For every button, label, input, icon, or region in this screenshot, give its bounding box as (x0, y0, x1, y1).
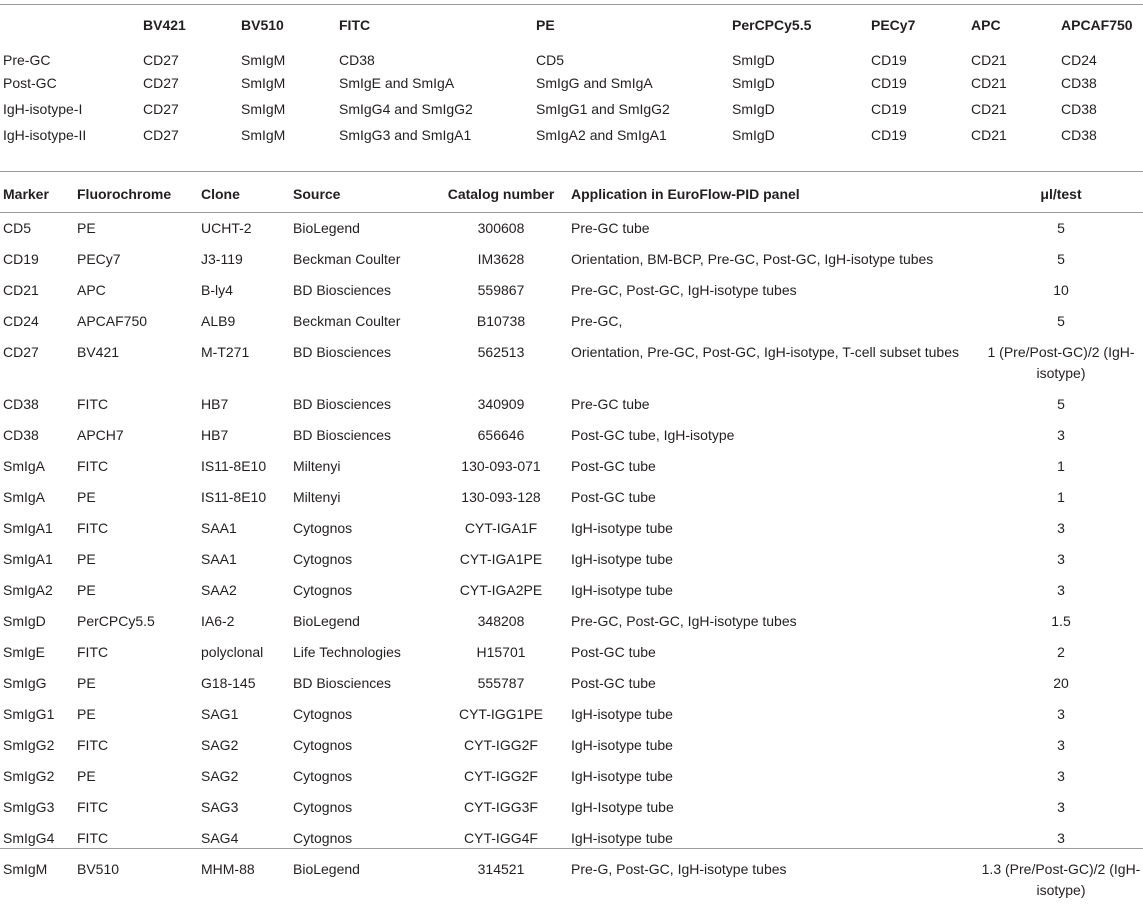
table-row (0, 854, 1143, 906)
table-cell: 3 (1057, 582, 1065, 598)
table-cell: CD38 (1061, 127, 1097, 143)
marker-cell: SmIgG1 (3, 706, 55, 722)
table-cell: SmIgG3 and SmIgA1 (339, 127, 472, 143)
marker-cell: SmIgA1 (3, 520, 53, 536)
table-row (0, 213, 1143, 244)
table-row (0, 668, 1143, 699)
table-cell: APCAF750 (77, 313, 148, 329)
table-cell: Orientation, BM-BCP, Pre-GC, Post-GC, IgH-isotype tubes (571, 251, 934, 267)
table-cell: IgH-isotype tube (571, 551, 673, 567)
table-cell: CD27 (143, 75, 179, 91)
table-cell: SmIgM (241, 52, 286, 68)
table-cell: CD27 (143, 101, 179, 117)
table-cell: 5 (1057, 220, 1065, 236)
table-row (0, 46, 1143, 72)
table-cell: 314521 (477, 861, 525, 877)
table-cell: PE (77, 220, 96, 236)
table-cell: SmIgD (732, 127, 775, 143)
table-cell: 130-093-128 (461, 489, 541, 505)
table-cell: CD19 (871, 101, 907, 117)
table-cell: Pre-GC, Post-GC, IgH-isotype tubes (571, 282, 797, 298)
table-cell: SmIgM (241, 127, 286, 143)
table-cell: 5 (1057, 396, 1065, 412)
table-cell: 1 (1057, 458, 1065, 474)
table-cell: CD5 (536, 52, 565, 68)
column-header: Source (293, 186, 341, 202)
table-row (0, 337, 1143, 389)
table-row (0, 451, 1143, 482)
table-row (0, 544, 1143, 575)
table-cell: IgH-isotype tube (571, 830, 673, 846)
marker-cell: SmIgA1 (3, 551, 53, 567)
table-cell: Cytognos (293, 768, 353, 784)
marker-cell: SmIgA2 (3, 582, 53, 598)
table-cell: 5 (1057, 251, 1065, 267)
table-cell: 656646 (477, 427, 525, 443)
table-cell: SAG2 (201, 737, 239, 753)
table-cell: 559867 (477, 282, 525, 298)
table-cell: SAG4 (201, 830, 239, 846)
table-cell: PE (77, 768, 96, 784)
table-cell: SmIgD (732, 52, 775, 68)
table-cell: CD27 (143, 52, 179, 68)
table-cell: Life Technologies (293, 644, 401, 660)
table-cell: M-T271 (201, 344, 250, 360)
table-cell: 3 (1057, 768, 1065, 784)
marker-cell: SmIgG (3, 675, 47, 691)
table-cell: SmIgG1 and SmIgG2 (536, 101, 670, 117)
table-cell: 340909 (477, 396, 525, 412)
marker-cell: CD5 (3, 220, 32, 236)
column-header (0, 0, 143, 46)
row-label: IgH-isotype-I (3, 101, 83, 117)
table-cell: Cytognos (293, 551, 353, 567)
table-cell: Post-GC tube (571, 458, 656, 474)
table-cell: CD21 (971, 101, 1007, 117)
table-cell: 555787 (477, 675, 525, 691)
column-header: Clone (201, 186, 240, 202)
table-row (0, 275, 1143, 306)
table-cell: 3 (1057, 830, 1065, 846)
table-cell: PE (77, 551, 96, 567)
marker-cell: SmIgG3 (3, 799, 55, 815)
marker-cell: CD38 (3, 396, 39, 412)
table-cell: BD Biosciences (293, 282, 392, 298)
table-cell: CYT-IGG3F (464, 799, 538, 815)
table-cell: CD38 (339, 52, 375, 68)
marker-cell: SmIgE (3, 644, 46, 660)
table-cell: HB7 (201, 427, 229, 443)
table-cell: G18-145 (201, 675, 256, 691)
table-cell: Post-GC tube (571, 675, 656, 691)
table-cell: CD19 (871, 75, 907, 91)
table-cell: Cytognos (293, 799, 353, 815)
table-cell: BioLegend (293, 613, 360, 629)
table-cell: H15701 (476, 644, 526, 660)
table-cell: Beckman Coulter (293, 251, 401, 267)
table-cell: B10738 (476, 313, 526, 329)
table-cell: 5 (1057, 313, 1065, 329)
table-cell: SAG2 (201, 768, 239, 784)
marker-cell: CD21 (3, 282, 39, 298)
column-header: μl/test (1040, 186, 1082, 202)
table-cell: 130-093-071 (461, 458, 541, 474)
table-cell: 3 (1057, 737, 1065, 753)
table-cell: 1.5 (1051, 613, 1071, 629)
table-cell: BioLegend (293, 220, 360, 236)
marker-cell: SmIgG2 (3, 737, 55, 753)
table-row (0, 761, 1143, 792)
table-cell: CYT-IGG1PE (458, 706, 544, 722)
table-cell: CD19 (871, 127, 907, 143)
marker-cell: CD38 (3, 427, 39, 443)
table-cell: SmIgM (241, 101, 286, 117)
table-row (0, 823, 1143, 854)
table-cell: CD21 (971, 75, 1007, 91)
table-cell: 2 (1057, 644, 1065, 660)
table-cell: CYT-IGA1F (464, 520, 538, 536)
table-cell: CD21 (971, 127, 1007, 143)
table-row (0, 699, 1143, 730)
table-cell: 3 (1057, 427, 1065, 443)
table-cell: SmIgM (241, 75, 286, 91)
table-cell: Pre-G, Post-GC, IgH-isotype tubes (571, 861, 787, 877)
table-cell: Cytognos (293, 582, 353, 598)
table-cell: Post-GC tube (571, 644, 656, 660)
table-row (0, 98, 1143, 124)
table-cell: CYT-IGG4F (464, 830, 538, 846)
table-cell: 20 (1053, 675, 1069, 691)
table-cell: CYT-IGA2PE (459, 582, 543, 598)
marker-cell: CD19 (3, 251, 39, 267)
table-cell: BV421 (77, 344, 120, 360)
table-row (0, 513, 1143, 544)
table-cell: IgH-isotype tube (571, 520, 673, 536)
table-cell: SAA2 (201, 582, 237, 598)
table-cell: BV510 (77, 861, 120, 877)
column-header: BV421 (143, 17, 186, 33)
table-cell: IgH-isotype tube (571, 768, 673, 784)
column-header: Fluorochrome (77, 186, 172, 202)
table-row (0, 792, 1143, 823)
table-cell: FITC (77, 644, 109, 660)
table-cell: Orientation, Pre-GC, Post-GC, IgH-isotype, T-cell subset tubes (571, 344, 960, 360)
table-cell: IS11-8E10 (201, 489, 267, 505)
table-cell: CYT-IGA1PE (459, 551, 543, 567)
table-cell: IgH-Isotype tube (571, 799, 674, 815)
column-header: FITC (339, 17, 371, 33)
header-rule (0, 212, 1143, 213)
table-cell: SAA1 (201, 551, 237, 567)
table-cell: SmIgE and SmIgA (339, 75, 455, 91)
table-cell: Cytognos (293, 706, 353, 722)
table-cell: 3 (1057, 706, 1065, 722)
table-cell: PECy7 (77, 251, 121, 267)
table-cell: SmIgA2 and SmIgA1 (536, 127, 667, 143)
column-header: APCAF750 (1061, 17, 1133, 33)
table-cell: MHM-88 (201, 861, 255, 877)
table-cell: CD21 (971, 52, 1007, 68)
section-rule (0, 171, 1143, 172)
table-cell: Cytognos (293, 830, 353, 846)
table-cell: APC (77, 282, 106, 298)
row-label: Pre-GC (3, 52, 51, 68)
table-cell: BD Biosciences (293, 344, 392, 360)
table-cell: Cytognos (293, 737, 353, 753)
table-cell: 1 (1057, 489, 1065, 505)
table-cell: SmIgD (732, 101, 775, 117)
table-cell: CD27 (143, 127, 179, 143)
table-cell: Beckman Coulter (293, 313, 401, 329)
table-row (0, 124, 1143, 150)
table-cell: polyclonal (201, 644, 264, 660)
table-cell: IS11-8E10 (201, 458, 267, 474)
table-cell: PE (77, 582, 96, 598)
tube-table-header (0, 0, 1143, 46)
table-cell: APCH7 (77, 427, 124, 443)
table-cell: CD38 (1061, 101, 1097, 117)
table-cell: 3 (1057, 520, 1065, 536)
column-header: Marker (3, 186, 49, 202)
table-cell: CYT-IGG2F (464, 768, 538, 784)
marker-cell: SmIgA (3, 489, 46, 505)
table-cell: BD Biosciences (293, 396, 392, 412)
table-cell: Post-GC tube, IgH-isotype (571, 427, 735, 443)
table-row (0, 244, 1143, 275)
row-label: IgH-isotype-II (3, 127, 87, 143)
table-cell: FITC (77, 830, 109, 846)
table-cell: 1.3 (Pre/Post-GC)/2 (IgH-isotype) (981, 861, 1141, 898)
table-cell: SAA1 (201, 520, 237, 536)
table-row (0, 306, 1143, 337)
table-cell: SmIgG and SmIgA (536, 75, 653, 91)
table-cell: 348208 (477, 613, 525, 629)
table-cell: SmIgG4 and SmIgG2 (339, 101, 473, 117)
table-cell: Pre-GC tube (571, 396, 650, 412)
table-cell: IgH-isotype tube (571, 737, 673, 753)
table-cell: J3-119 (201, 251, 243, 267)
table-row (0, 72, 1143, 98)
table-cell: SmIgD (732, 75, 775, 91)
table-cell: SAG3 (201, 799, 239, 815)
column-header: BV510 (241, 17, 284, 33)
bottom-rule (0, 848, 1143, 849)
column-header: PECy7 (871, 17, 916, 33)
table-cell: IM3628 (477, 251, 525, 267)
table-cell: UCHT-2 (201, 220, 252, 236)
table-cell: IA6-2 (201, 613, 235, 629)
column-header: Catalog number (447, 186, 555, 202)
table-cell: ALB9 (201, 313, 236, 329)
table-cell: IgH-isotype tube (571, 582, 673, 598)
table-cell: Pre-GC tube (571, 220, 650, 236)
table-cell: BD Biosciences (293, 427, 392, 443)
table-cell: PerCPCy5.5 (77, 613, 155, 629)
marker-cell: SmIgM (3, 861, 48, 877)
table-row (0, 482, 1143, 513)
reagent-table (0, 175, 1143, 906)
table-row (0, 420, 1143, 451)
column-header: PE (536, 17, 555, 33)
table-cell: PE (77, 489, 96, 505)
table-cell: SAG1 (201, 706, 239, 722)
tube-composition-table (0, 0, 1143, 150)
table-cell: 3 (1057, 799, 1065, 815)
table-cell: Post-GC tube (571, 489, 656, 505)
table-cell: CD38 (1061, 75, 1097, 91)
table-cell: FITC (77, 799, 109, 815)
table-cell: 3 (1057, 551, 1065, 567)
reagent-table-header (0, 175, 1143, 213)
column-header: APC (971, 17, 1001, 33)
row-label: Post-GC (3, 75, 57, 91)
table-cell: 300608 (477, 220, 525, 236)
column-header: PerCPCy5.5 (732, 17, 812, 33)
table-row (0, 637, 1143, 668)
marker-cell: CD24 (3, 313, 39, 329)
table-cell: FITC (77, 458, 109, 474)
table-cell: 1 (Pre/Post-GC)/2 (IgH-isotype) (987, 344, 1135, 381)
marker-cell: SmIgG2 (3, 768, 55, 784)
table-cell: IgH-isotype tube (571, 706, 673, 722)
table-cell: 10 (1053, 282, 1069, 298)
table-row (0, 606, 1143, 637)
table-cell: BioLegend (293, 861, 360, 877)
marker-cell: SmIgG4 (3, 830, 55, 846)
table-cell: Pre-GC, (571, 313, 623, 329)
table-cell: PE (77, 675, 96, 691)
table-cell: CYT-IGG2F (464, 737, 538, 753)
table-cell: HB7 (201, 396, 229, 412)
marker-cell: SmIgD (3, 613, 46, 629)
table-row (0, 389, 1143, 420)
table-cell: Miltenyi (293, 489, 341, 505)
table-cell: FITC (77, 737, 109, 753)
table-cell: B-ly4 (201, 282, 233, 298)
table-cell: BD Biosciences (293, 675, 392, 691)
table-cell: PE (77, 706, 96, 722)
table-cell: Pre-GC, Post-GC, IgH-isotype tubes (571, 613, 797, 629)
table-cell: FITC (77, 396, 109, 412)
table-cell: CD19 (871, 52, 907, 68)
table-row (0, 575, 1143, 606)
table-cell: CD24 (1061, 52, 1097, 68)
table-cell: FITC (77, 520, 109, 536)
table-cell: 562513 (477, 344, 525, 360)
table-row (0, 730, 1143, 761)
marker-cell: SmIgA (3, 458, 46, 474)
marker-cell: CD27 (3, 344, 39, 360)
table-cell: Cytognos (293, 520, 353, 536)
table-cell: Miltenyi (293, 458, 341, 474)
column-header: Application in EuroFlow-PID panel (571, 186, 800, 202)
